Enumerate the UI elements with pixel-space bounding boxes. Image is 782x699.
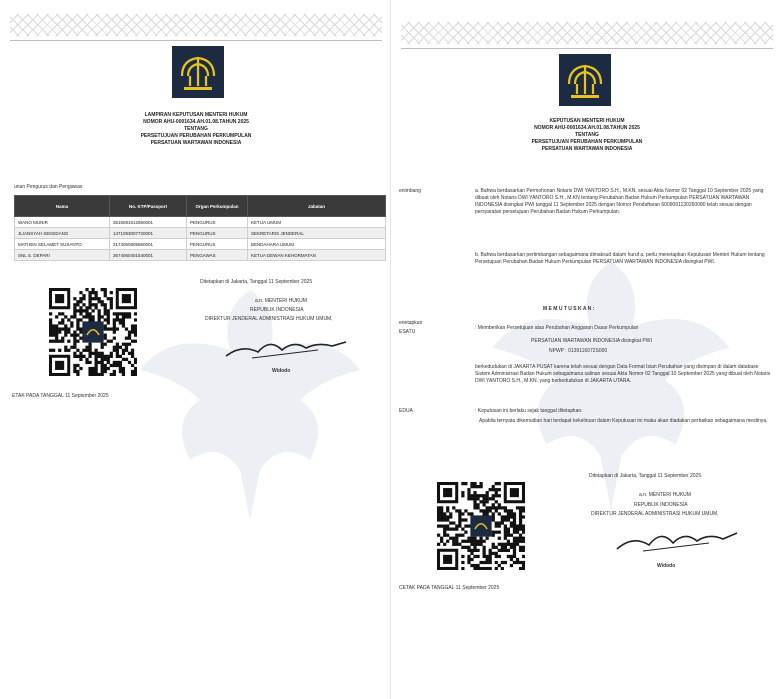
title-line: TENTANG xyxy=(575,132,599,138)
kesatu-detail: berkedudukan di JAKARTA PUSAT karena telah sesuai dengan Data Format Isian Perubahan yang disimpan di dalam database Sistem Administrasi Badan Hukum sebagaimana salinan sesuai Akta Nomor 02 Tanggal 10 September 2025 yang dibuat oleh Notaris DWI YANTORO S.H., M.KN. yang berkedudukan di JAKARTA UTARA. xyxy=(475,364,771,384)
organization-name: PERSATUAN WARTAWAN INDONESIA disingkat PWI xyxy=(531,338,652,344)
place-date: Ditetapkan di Jakarta, Tanggal 11 September 2025 xyxy=(200,279,313,285)
table-row xyxy=(15,239,386,250)
kedua-text-2: Apabila ternyata dikemudian hari terdapat kekeliruan dalam Keputusan ini maka akan diadakan perbaikan sebagaimana mestinya. xyxy=(479,418,768,424)
title-line: NOMOR AHU-0001634.AH.01.08.TAHUN 2025 xyxy=(534,125,640,131)
republic-label: REPUBLIK INDONESIA xyxy=(250,307,304,313)
kedua-text: : Keputusan ini berlaku sejak tanggal ditetapkan. xyxy=(475,408,583,414)
consideration-a: a. Bahwa berdasarkan Permohonan Notaris DWI YANTORO S.H., M.KN. sesuai Akta Nomor 02 Tanggal 10 September 2025 yang dibuat oleh Notaris DWI YANTORO S.H., M.KN tentang Perubahan Badan Hukum Perkumpulan PERSATUAN WARTAWAN INDONESIA disingkat PWI tanggal 11 September 2025 dengan Nomor Pendaftaran 6009091130260080 telah sesuai dengan persyaratan persetujuan Perubahan Badan Hukum Perkumpulan. xyxy=(475,188,764,215)
kesatu-text: : Memberikan Persetujuan atas Perubahan Anggaran Dasar Perkumpulan xyxy=(475,325,639,331)
decorative-border xyxy=(401,22,773,44)
print-date: CETAK PADA TANGGAL 11 September 2025 xyxy=(399,585,500,591)
npwp-line: NPWP : 0139116072S000 xyxy=(549,348,608,354)
qr-code-icon xyxy=(49,288,137,376)
table-row xyxy=(15,250,386,261)
table-cell: PENGURUS xyxy=(187,228,248,239)
decision-heading: M E M U T U S K A N : xyxy=(543,306,595,312)
title-line: PERSATUAN WARTAWAN INDONESIA xyxy=(150,140,242,146)
table-cell: KETUA DEWAN KEHORMATAN xyxy=(248,250,386,261)
title-line: KEPUTUSAN MENTERI HUKUM xyxy=(549,118,625,124)
signer-on-behalf: a.n. MENTERI HUKUM xyxy=(255,298,307,304)
place-date: Ditetapkan di Jakarta, Tanggal 11 September 2025. xyxy=(589,473,703,479)
table-cell: KETUA UMUM xyxy=(248,217,386,228)
table-cell: SNL S. DEPARI xyxy=(15,250,110,261)
title-line: PERSETUJUAN PERUBAHAN PERKUMPULAN xyxy=(531,139,643,145)
director-title: DIREKTUR JENDERAL ADMINISTRASI HUKUM UMUM, xyxy=(205,316,333,322)
print-date: ETAK PADA TANGGAL 11 September 2025 xyxy=(12,393,109,399)
kesatu-label: ESATU xyxy=(399,329,416,335)
consideration-b: b. Bahwa berdasarkan pertimbangan sebagaimana dimaksud dalam huruf a, perlu menetapkan Keputusan Menteri Hukum tentang Persetujuan Perubahan Badan Hukum Perkumpulan PERSATUAN WARTAWAN INDONESIA disingkat PWI. xyxy=(475,252,765,265)
signer-name: Widodo xyxy=(272,368,291,374)
table-row xyxy=(15,228,386,239)
menimbang-label: enimbang xyxy=(399,188,421,194)
title-line: PERSETUJUAN PERUBAHAN PERKUMPULAN xyxy=(140,133,252,139)
signature-icon xyxy=(222,330,352,362)
ministry-emblem-icon xyxy=(559,54,611,106)
column-header: Jabatan xyxy=(248,196,386,217)
column-header: No. KTP/Passport xyxy=(110,196,187,217)
table-cell: MATHEN SELAMET SUSANTO xyxy=(15,239,110,250)
right-document-page xyxy=(390,0,782,699)
table-row xyxy=(15,217,386,228)
board-members-table xyxy=(14,195,386,261)
document-title xyxy=(0,112,392,147)
signature-icon xyxy=(613,521,743,555)
table-cell: JLIANSYAH SEKEDANG xyxy=(15,228,110,239)
table-cell: WANO MUNIR xyxy=(15,217,110,228)
table-cell: 3674060401540001 xyxy=(110,250,187,261)
table-cell: SEKRETARIS JENDERAL xyxy=(248,228,386,239)
kedua-label: EDUA xyxy=(399,408,413,414)
section-label: unan Pengurus dan Pengawas xyxy=(14,184,83,190)
table-cell: 3515081512860001 xyxy=(110,217,187,228)
signer-name: Widodo xyxy=(657,563,676,569)
director-title: DIREKTUR JENDERAL ADMINISTRASI HUKUM UMUM, xyxy=(591,511,719,517)
table-cell: BENDAHARA UMUM xyxy=(248,239,386,250)
title-line: LAMPIRAN KEPUTUSAN MENTERI HUKUM xyxy=(144,112,248,118)
republic-label: REPUBLIK INDONESIA xyxy=(634,502,688,508)
ministry-emblem-icon xyxy=(172,46,224,98)
table-cell: PENGURUS xyxy=(187,239,248,250)
column-header: Organ Perkumpulan xyxy=(187,196,248,217)
qr-code-icon xyxy=(437,482,525,570)
table-cell: PENGAWAS xyxy=(187,250,248,261)
decorative-border xyxy=(10,14,382,36)
table-cell: 1471093007720001 xyxy=(110,228,187,239)
menetapkan-label: enetapkan xyxy=(399,320,423,326)
divider xyxy=(401,48,773,49)
document-title xyxy=(391,118,782,153)
column-header: Nama xyxy=(15,196,110,217)
table-cell: 3174050905660001 xyxy=(110,239,187,250)
table-cell: PENGURUS xyxy=(187,217,248,228)
title-line: TENTANG xyxy=(184,126,208,132)
signer-on-behalf: a.n. MENTERI HUKUM xyxy=(639,492,691,498)
divider xyxy=(10,40,382,41)
title-line: NOMOR AHU-0001634.AH.01.08.TAHUN 2025 xyxy=(143,119,249,125)
title-line: PERSATUAN WARTAWAN INDONESIA xyxy=(541,146,633,152)
